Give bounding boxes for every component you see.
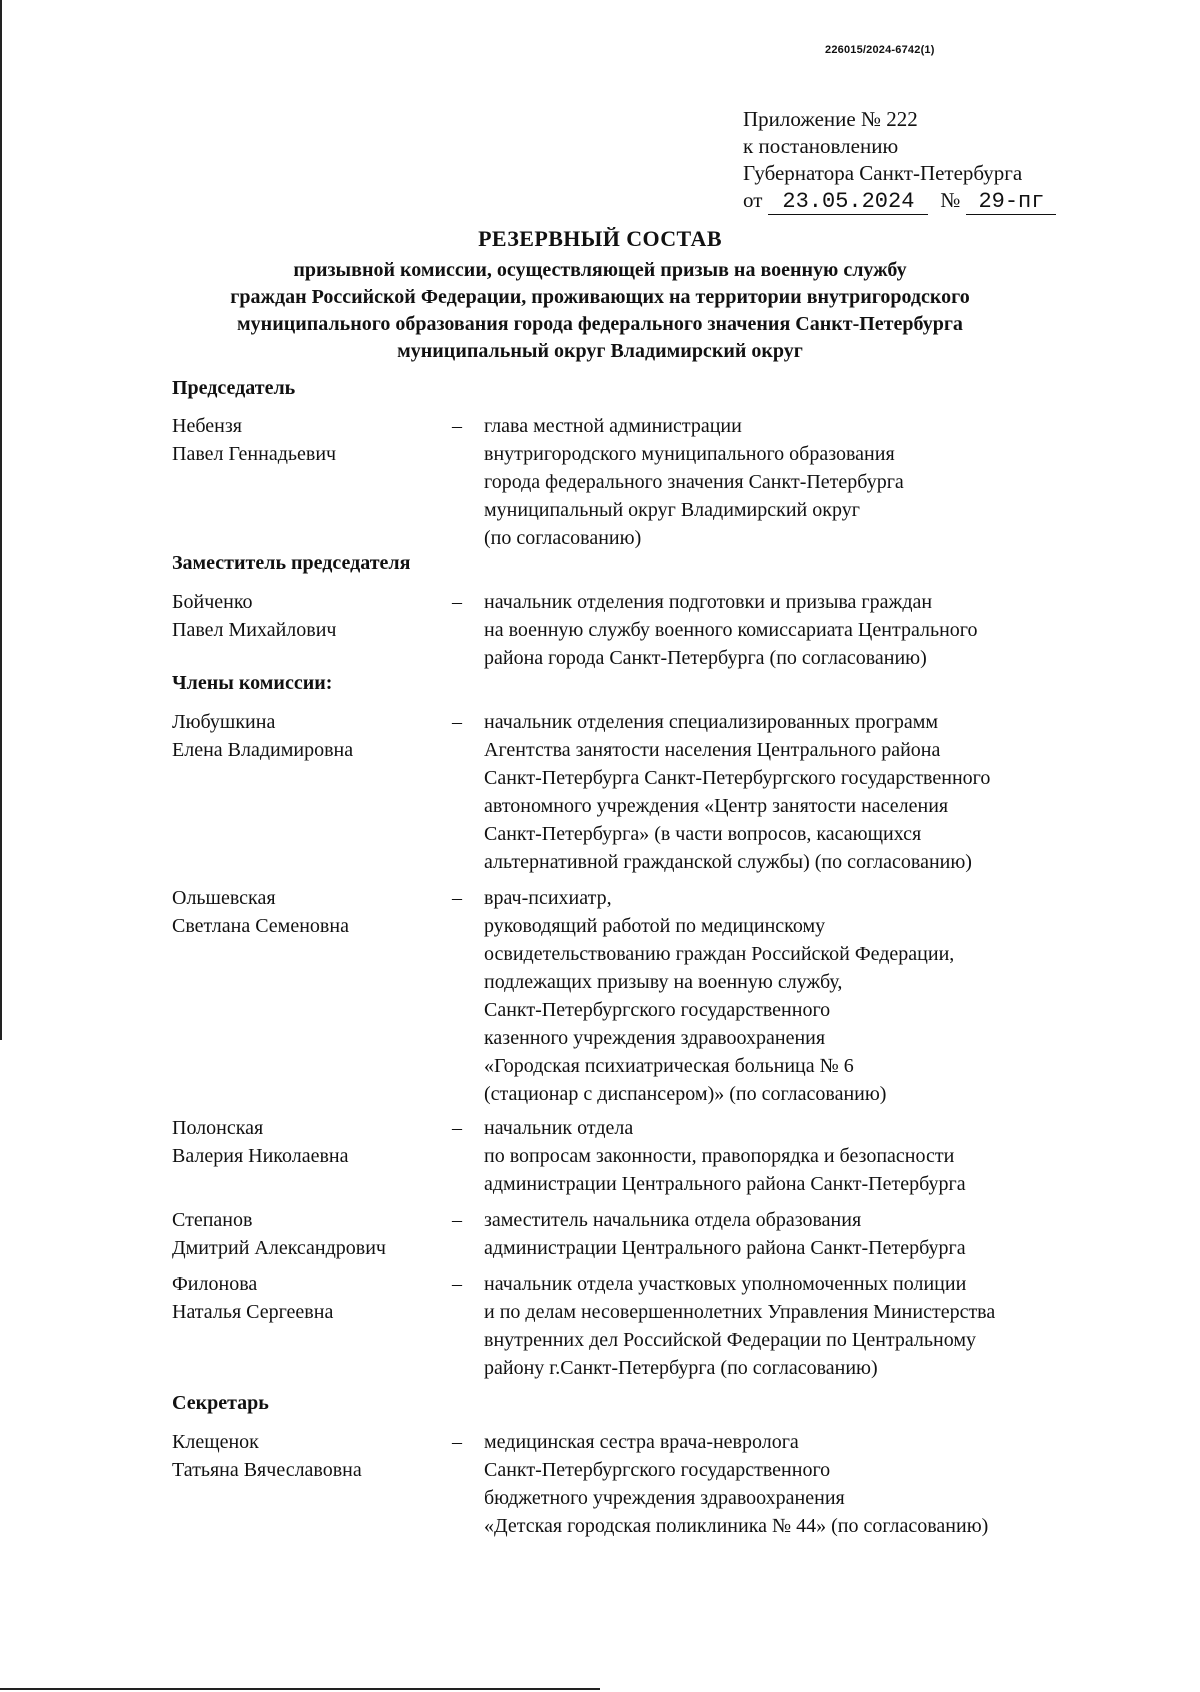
- date-prefix: от: [743, 188, 763, 212]
- description-line: бюджетного учреждения здравоохранения: [484, 1487, 845, 1509]
- description-line: руководящий работой по медицинскому: [484, 915, 826, 937]
- description-line: (стационар с диспансером)» (по согласованию): [484, 1083, 887, 1105]
- dash: –: [452, 887, 462, 909]
- person-given-name: Валерия Николаевна: [172, 1145, 349, 1167]
- person-given-name: Павел Михайлович: [172, 619, 337, 641]
- person-given-name: Павел Геннадьевич: [172, 443, 337, 465]
- description-line: Санкт-Петербурга Санкт-Петербургского государственного: [484, 767, 991, 789]
- description-line: и по делам несовершеннолетних Управления Министерства: [484, 1301, 996, 1323]
- appendix-block: [743, 106, 1056, 215]
- description-line: начальник отдела: [484, 1117, 634, 1139]
- person-surname: Степанов: [172, 1209, 253, 1231]
- description-line: на военную службу военного комиссариата Центрального: [484, 619, 978, 641]
- description-line: глава местной администрации: [484, 415, 742, 437]
- description-line: «Детская городская поликлиника № 44» (по согласованию): [484, 1515, 989, 1537]
- document-subtitle: [150, 257, 1050, 365]
- person-description: [484, 1428, 988, 1540]
- dash: –: [452, 591, 462, 613]
- description-line: Агентства занятости населения Центрального района: [484, 739, 941, 761]
- subtitle-line: призывной комиссии, осуществляющей призыв на военную службу: [293, 259, 907, 281]
- person-name: [172, 1114, 349, 1170]
- person-given-name: Татьяна Вячеславовна: [172, 1459, 362, 1481]
- section-chairman: Председатель: [172, 377, 296, 399]
- description-line: подлежащих призыву на военную службу,: [484, 971, 843, 993]
- description-line: города федерального значения Санкт-Петербурга: [484, 471, 904, 493]
- description-line: внутригородского муниципального образования: [484, 443, 895, 465]
- dash: –: [452, 1273, 462, 1295]
- description-line: казенного учреждения здравоохранения: [484, 1027, 826, 1049]
- appendix-date-line: [743, 187, 1056, 215]
- scan-edge-left: [0, 0, 2, 1040]
- person-given-name: Светлана Семеновна: [172, 915, 349, 937]
- number-prefix: №: [940, 188, 961, 212]
- section-members: Члены комиссии:: [172, 672, 333, 694]
- description-line: муниципальный округ Владимирский округ: [484, 499, 860, 521]
- description-line: Санкт-Петербурга» (в части вопросов, касающихся: [484, 823, 922, 845]
- appendix-line-1: Приложение № 222: [743, 107, 918, 131]
- dash: –: [452, 1209, 462, 1231]
- person-given-name: Наталья Сергеевна: [172, 1301, 334, 1323]
- person-given-name: Елена Владимировна: [172, 739, 354, 761]
- person-name: [172, 708, 353, 764]
- document-title: РЕЗЕРВНЫЙ СОСТАВ: [478, 226, 722, 251]
- subtitle-line: муниципальный округ Владимирский округ: [397, 340, 803, 362]
- description-line: альтернативной гражданской службы) (по согласованию): [484, 851, 972, 873]
- subtitle-line: граждан Российской Федерации, проживающих на территории внутригородского: [230, 286, 970, 308]
- person-description: [484, 708, 990, 876]
- person-surname: Небензя: [172, 415, 242, 437]
- decree-number: 29-пг: [966, 190, 1056, 215]
- appendix-line-2: к постановлению: [743, 134, 899, 158]
- description-line: автономного учреждения «Центр занятости населения: [484, 795, 949, 817]
- description-line: медицинская сестра врача-невролога: [484, 1431, 799, 1453]
- description-line: району г.Санкт-Петербурга (по согласованию): [484, 1357, 878, 1379]
- person-description: [484, 1270, 995, 1382]
- description-line: по вопросам законности, правопорядка и безопасности: [484, 1145, 955, 1167]
- decree-date: 23.05.2024: [768, 190, 928, 215]
- person-name: [172, 588, 337, 644]
- description-line: администрации Центрального района Санкт-Петербурга: [484, 1173, 966, 1195]
- person-given-name: Дмитрий Александрович: [172, 1237, 386, 1259]
- person-surname: Клещенок: [172, 1431, 259, 1453]
- person-surname: Любушкина: [172, 711, 276, 733]
- dash: –: [452, 1431, 462, 1453]
- description-line: освидетельствованию граждан Российской Федерации,: [484, 943, 955, 965]
- person-name: [172, 1428, 362, 1484]
- description-line: «Городская психиатрическая больница № 6: [484, 1055, 854, 1077]
- dash: –: [452, 1117, 462, 1139]
- person-name: [172, 884, 349, 940]
- section-secretary: Секретарь: [172, 1392, 269, 1414]
- person-name: [172, 1270, 333, 1326]
- section-deputy: Заместитель председателя: [172, 552, 411, 574]
- description-line: внутренних дел Российской Федерации по Центральному: [484, 1329, 977, 1351]
- person-description: [484, 1206, 966, 1262]
- person-surname: Филонова: [172, 1273, 258, 1295]
- dash: –: [452, 711, 462, 733]
- description-line: Санкт-Петербургского государственного: [484, 999, 831, 1021]
- person-name: [172, 1206, 386, 1262]
- person-description: [484, 1114, 966, 1198]
- subtitle-line: муниципального образования города федерального значения Санкт-Петербурга: [237, 313, 963, 335]
- dash: –: [452, 415, 462, 437]
- person-surname: Бойченко: [172, 591, 253, 613]
- description-line: заместитель начальника отдела образования: [484, 1209, 862, 1231]
- person-description: [484, 884, 954, 1108]
- scan-edge-bottom: [0, 1688, 600, 1690]
- person-name: [172, 412, 336, 468]
- description-line: района города Санкт-Петербурга (по согласованию): [484, 647, 927, 669]
- description-line: (по согласованию): [484, 527, 642, 549]
- description-line: врач-психиатр,: [484, 887, 612, 909]
- description-line: начальник отделения специализированных программ: [484, 711, 939, 733]
- description-line: начальник отдела участковых уполномоченных полиции: [484, 1273, 967, 1295]
- person-description: [484, 588, 978, 672]
- description-line: Санкт-Петербургского государственного: [484, 1459, 831, 1481]
- person-surname: Полонская: [172, 1117, 264, 1139]
- appendix-line-3: Губернатора Санкт-Петербурга: [743, 161, 1023, 185]
- person-surname: Ольшевская: [172, 887, 276, 909]
- document-number: 226015/2024-6742(1): [825, 44, 935, 56]
- description-line: начальник отделения подготовки и призыва граждан: [484, 591, 933, 613]
- person-description: [484, 412, 904, 552]
- description-line: администрации Центрального района Санкт-Петербурга: [484, 1237, 966, 1259]
